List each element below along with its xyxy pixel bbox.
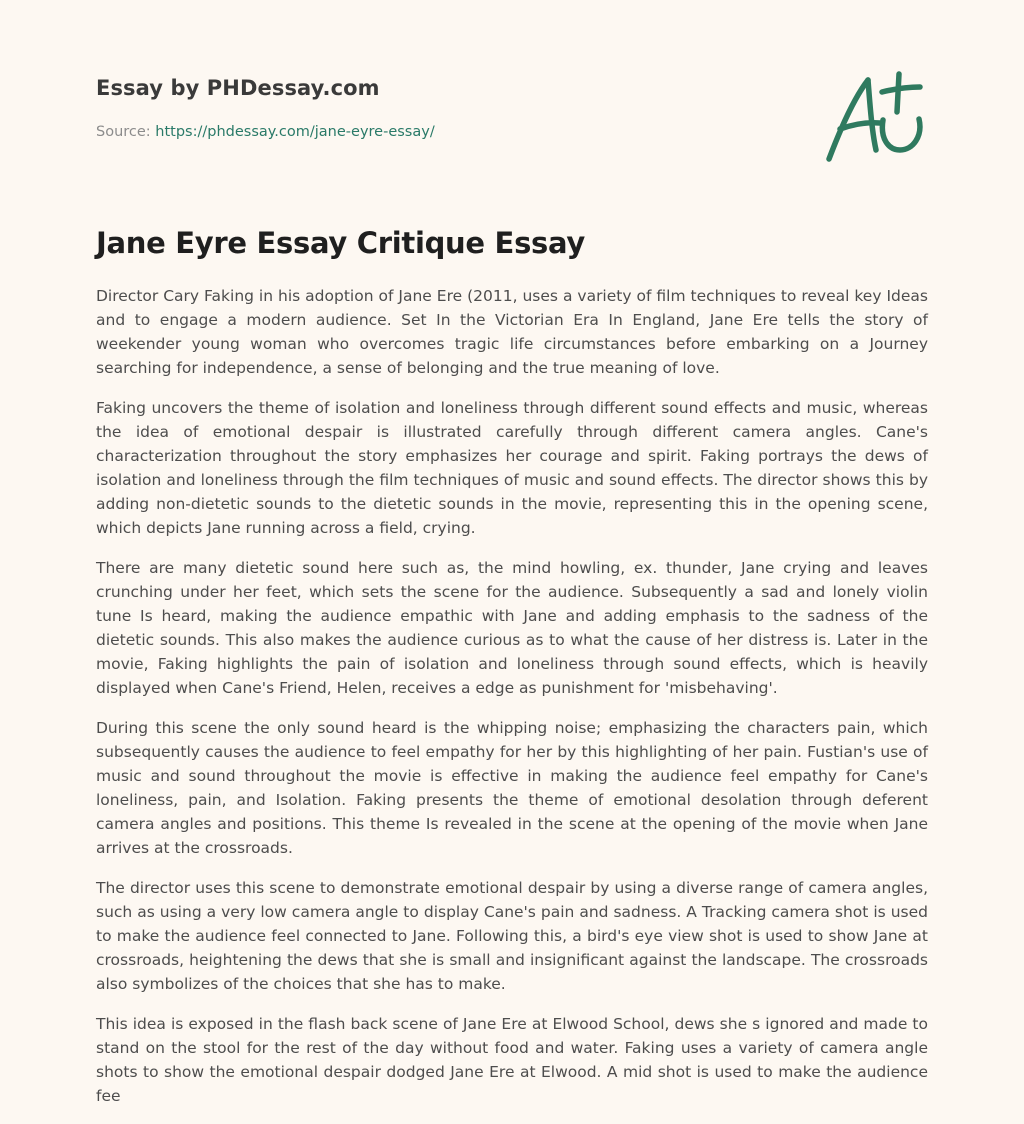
essay-paragraph: The director uses this scene to demonstrate emotional despair by using a diverse range of camera angles, such as using a very low camera angle to display Cane's pain and sadness. A Tracking camera shot is used to make the audience feel connected to Jane. Following this, a bird's eye view shot is used to show Jane at crossroads, heightening the dews that she is small and insignificant against the landscape. The crossroads also symbolizes of the choices that she has to make.: [96, 879, 928, 993]
source-link[interactable]: https://phdessay.com/jane-eyre-essay/: [155, 124, 435, 140]
essay-paragraph: Faking uncovers the theme of isolation and loneliness through different sound effects and music, whereas the idea of emotional despair is illustrated carefully through different camera angles. Cane's characterization throughout the story emphasizes her courage and spirit. Faking portrays the dews of isolation and loneliness through the film techniques of music and sound effects. The director shows this by adding non-dietetic sounds to the dietetic sounds in the movie, representing this in the opening scene, which depicts Jane running across a field, crying.: [96, 399, 928, 537]
essay-paragraph: There are many dietetic sound here such as, the mind howling, ex. thunder, Jane crying and leaves crunching under her feet, which sets the scene for the audience. Subsequently a sad and lonely violin tune Is heard, making the audience empathic with Jane and adding emphasis to the sadness of the dietetic sounds. This also makes the audience curious as to what the cause of her distress is. Later in the movie, Faking highlights the pain of isolation and loneliness through sound effects, which is heavily displayed when Cane's Friend, Helen, receives a edge as punishment for 'misbehaving'.: [96, 559, 928, 697]
source-line: [96, 124, 435, 140]
essay-paragraph: During this scene the only sound heard is the whipping noise; emphasizing the characters pain, which subsequently causes the audience to feel empathy for her by this highlighting of her pain. Fustian's use of music and sound throughout the movie is effective in making the audience feel empathy for Cane's loneliness, pain, and Isolation. Faking presents the theme of emotional desolation through deferent camera angles and positions. This theme Is revealed in the scene at the opening of the movie when Jane arrives at the crossroads.: [96, 719, 928, 857]
a-plus-grade-icon: [820, 66, 932, 166]
essay-body: [96, 284, 928, 1124]
site-brand: Essay by PHDessay.com: [96, 76, 380, 100]
essay-paragraph: Director Cary Faking in his adoption of Jane Ere (2011, uses a variety of film techniques to reveal key Ideas and to engage a modern audience. Set In the Victorian Era In England, Jane Ere tells the story of weekender young woman who overcomes tragic life circumstances before embarking on a Journey searching for independence, a sense of belonging and the true meaning of love.: [96, 287, 928, 377]
essay-title: Jane Eyre Essay Critique Essay: [96, 226, 585, 260]
source-label: Source:: [96, 124, 151, 140]
essay-paragraph: This idea is exposed in the flash back scene of Jane Ere at Elwood School, dews she s ignored and made to stand on the stool for the rest of the day without food and water. Faking uses a variety of camera angle shots to show the emotional despair dodged Jane Ere at Elwood. A mid shot is used to make the audience fee: [96, 1015, 928, 1105]
